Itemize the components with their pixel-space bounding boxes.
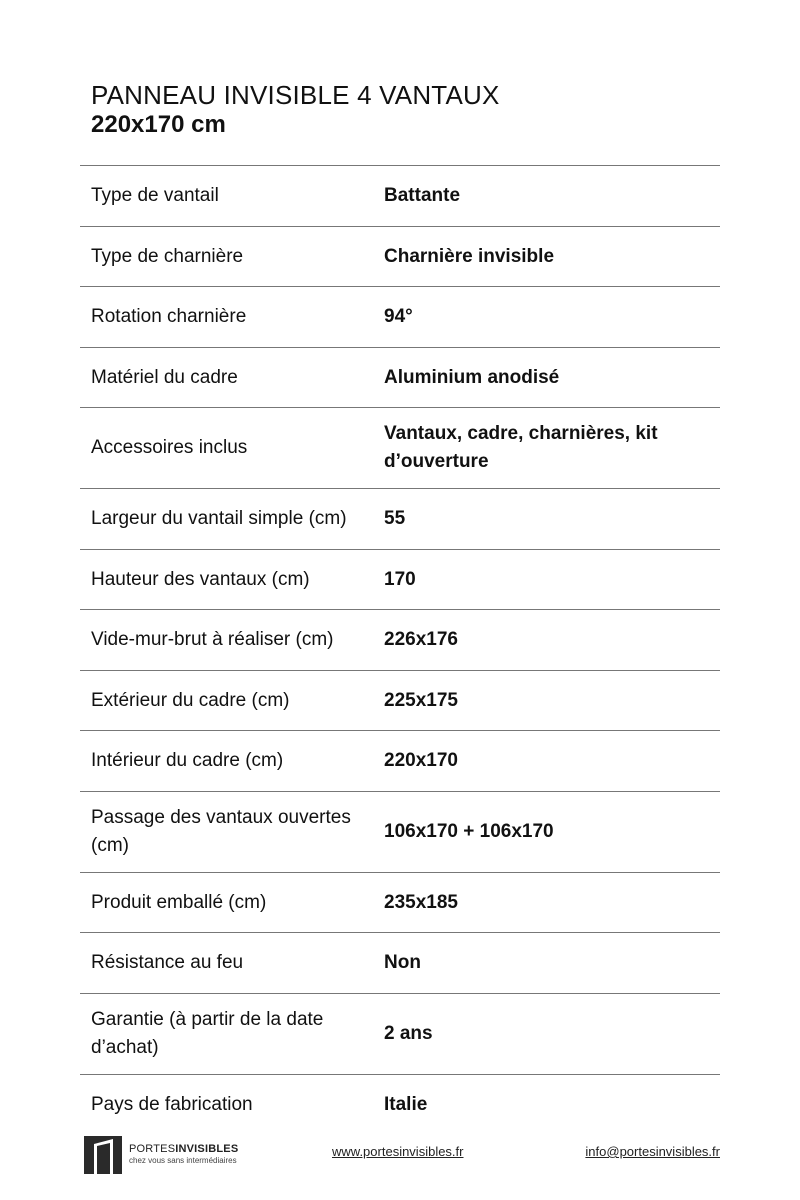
spec-row — [80, 994, 720, 1075]
spec-value: 226x176 — [384, 629, 458, 650]
spec-value: Italie — [384, 1094, 428, 1115]
spec-label: Intérieur du cadre (cm) — [91, 750, 284, 771]
spec-value: Aluminium anodisé — [384, 366, 560, 388]
spec-row — [80, 287, 720, 348]
spec-value: 106x170 + 106x170 — [384, 821, 554, 842]
spec-label: Largeur du vantail simple (cm) — [91, 508, 347, 529]
spec-row — [80, 550, 720, 610]
spec-label: Matériel du cadre — [91, 366, 238, 388]
page-footer — [80, 1132, 720, 1176]
spec-value: 235x185 — [384, 891, 458, 913]
spec-row — [80, 792, 720, 873]
logo-name — [129, 1143, 238, 1156]
spec-label: Type de vantail — [91, 185, 219, 206]
spec-value: 225x175 — [384, 689, 458, 711]
spec-row — [80, 489, 720, 550]
spec-row — [80, 933, 720, 994]
page-header — [91, 80, 500, 140]
spec-row — [80, 166, 720, 227]
spec-value: 170 — [384, 568, 416, 590]
spec-label: Résistance au feu — [91, 952, 244, 973]
logo-tagline: chez vous sans intermédiaires — [129, 1156, 237, 1165]
spec-row — [80, 408, 720, 489]
spec-label: Type de charnière — [91, 245, 244, 267]
spec-value: Vantaux, cadre, charnières, kit d’ouverture — [384, 423, 658, 472]
spec-label: Accessoires inclus — [91, 437, 248, 458]
spec-row — [80, 610, 720, 671]
spec-row — [80, 348, 720, 408]
product-title: PANNEAU INVISIBLE 4 VANTAUX — [91, 80, 500, 110]
email-link[interactable]: info@portesinvisibles.fr — [585, 1144, 720, 1159]
spec-value: 220x170 — [384, 750, 458, 771]
brand-logo — [83, 1134, 238, 1174]
spec-label: Rotation charnière — [91, 306, 247, 327]
spec-label: Extérieur du cadre (cm) — [91, 689, 290, 711]
spec-row — [80, 227, 720, 287]
spec-label: Passage des vantaux ouvertes (cm) — [91, 807, 351, 856]
door-logo-icon — [83, 1134, 123, 1174]
spec-label: Garantie (à partir de la date d’achat) — [91, 1009, 324, 1058]
spec-row — [80, 731, 720, 792]
spec-table — [80, 165, 720, 1135]
spec-row — [80, 671, 720, 731]
spec-value: 55 — [384, 508, 406, 529]
logo-name-part1: PORTES — [129, 1143, 176, 1155]
spec-value: Battante — [384, 185, 461, 206]
spec-label: Vide-mur-brut à réaliser (cm) — [91, 629, 334, 650]
logo-name-part2: INVISIBLES — [175, 1143, 239, 1155]
spec-row — [80, 1075, 720, 1135]
spec-value: Charnière invisible — [384, 245, 555, 267]
spec-value: 94° — [384, 306, 413, 327]
spec-label: Pays de fabrication — [91, 1094, 253, 1115]
spec-value: Non — [384, 952, 421, 973]
spec-label: Hauteur des vantaux (cm) — [91, 568, 310, 590]
spec-value: 2 ans — [384, 1023, 433, 1044]
website-link[interactable]: www.portesinvisibles.fr — [332, 1144, 464, 1159]
product-dimensions: 220x170 cm — [91, 111, 226, 138]
logo-wordmark — [129, 1143, 238, 1166]
spec-label: Produit emballé (cm) — [91, 891, 267, 913]
spec-row — [80, 873, 720, 933]
